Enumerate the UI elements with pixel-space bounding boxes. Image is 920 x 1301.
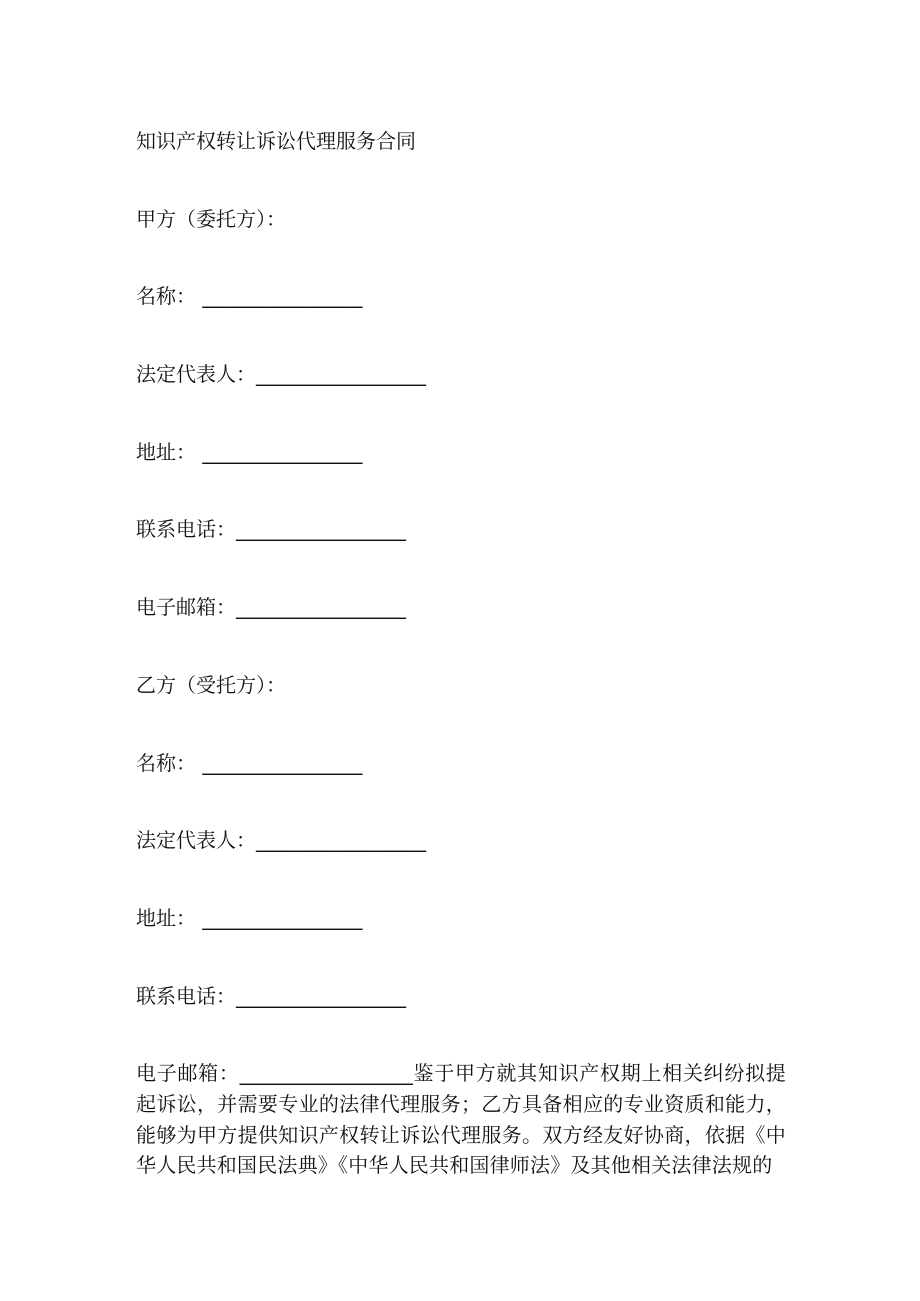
document-content xyxy=(136,126,786,1181)
party-b-legal-rep: 法定代表人：_________________ xyxy=(136,828,426,853)
party-a-phone: 联系电话：_________________ xyxy=(136,517,406,542)
party-b-heading: 乙方（受托方）： xyxy=(136,672,286,697)
party-b-address: 地址： ________________ xyxy=(136,905,363,930)
party-a-name: 名称： ________________ xyxy=(136,284,363,309)
party-a-email: 电子邮箱：_________________ xyxy=(136,595,406,620)
recitals-paragraph xyxy=(136,1058,786,1181)
party-a-legal-rep: 法定代表人：_________________ xyxy=(136,362,426,387)
party-a-heading: 甲方（委托方）： xyxy=(136,206,286,231)
party-b-email: 电子邮箱：_________________ xyxy=(136,1061,414,1086)
recitals-text: 鉴于甲方就其知识产权期上相关纠纷拟提起诉讼，并需要专业的法律代理服务；乙方具备相应的专业资质和能力，能够为甲方提供知识产权转让诉讼代理服务。双方经友好协商，依据《中华人民共和国民法典》《中华人民共和国律师法》及其他相关法律法规的 xyxy=(136,1061,786,1178)
party-a-address: 地址： ________________ xyxy=(136,439,363,464)
party-b-name: 名称： ________________ xyxy=(136,750,363,775)
document-title: 知识产权转让诉讼代理服务合同 xyxy=(136,129,416,153)
party-b-phone: 联系电话：_________________ xyxy=(136,983,406,1008)
